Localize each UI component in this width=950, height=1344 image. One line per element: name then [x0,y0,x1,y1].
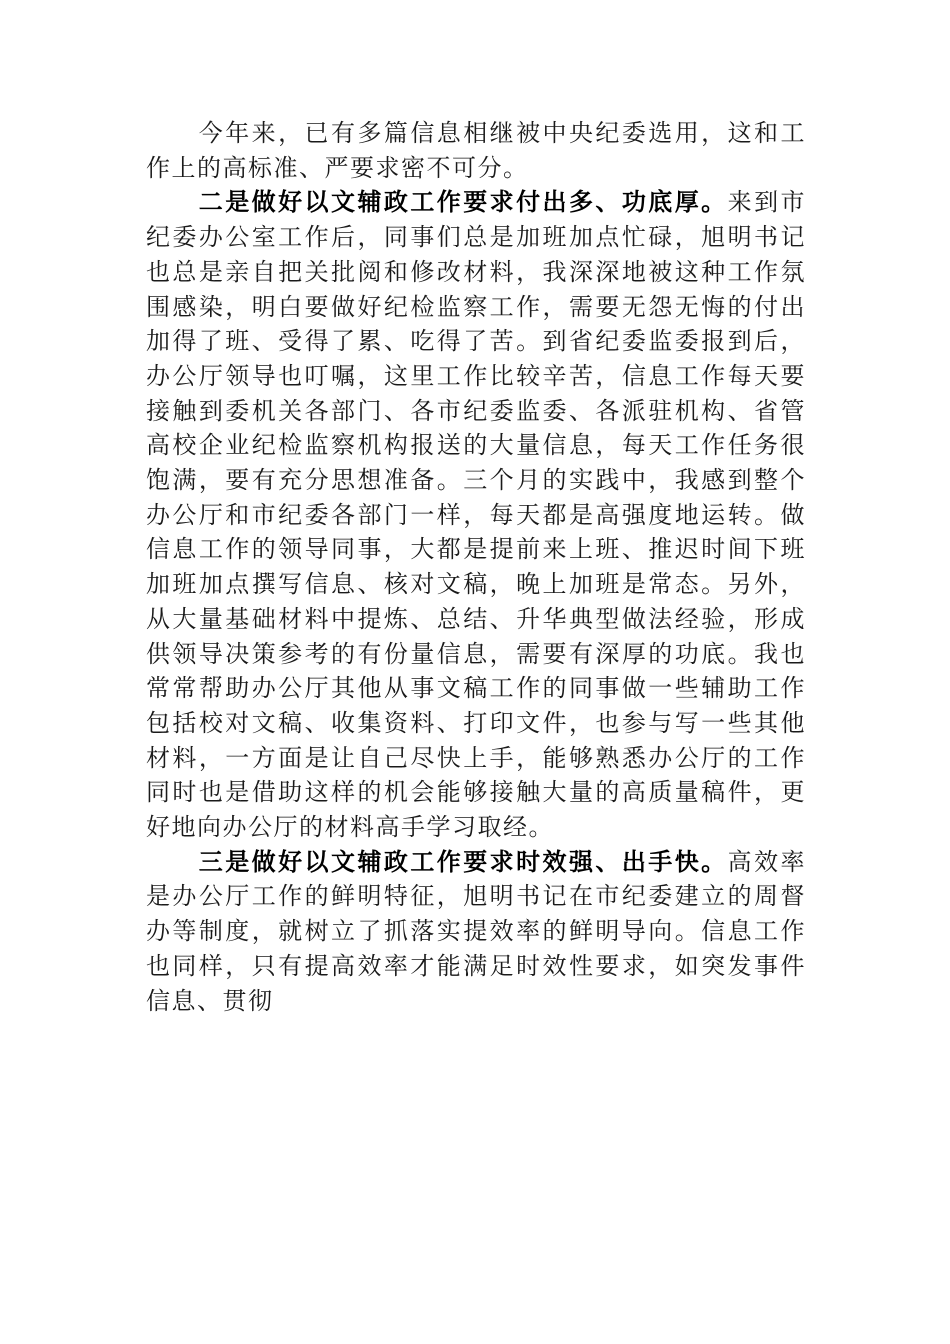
paragraph-1-text: 今年来，已有多篇信息相继被中央纪委选用，这和工作上的高标准、严要求密不可分。 [146,119,806,182]
paragraph-2-text: 来到市纪委办公室工作后，同事们总是加班加点忙碌，旭明书记也总是亲自把关批阅和修改材料，我深深地被这种工作氛围感染，明白要做好纪检监察工作，需要无怨无悔的付出加得了班、受得了累、吃得了苦。到省纪委监委报到后，办公厅领导也叮嘱，这里工作比较辛苦，信息工作每天要接触到委机关各部门、各市纪委监委、各派驻机构、省管高校企业纪检监察机构报送的大量信息，每天工作任务很饱满，要有充分思想准备。三个月的实践中，我感到整个办公厅和市纪委各部门一样，每天都是高强度地运转。做信息工作的领导同事，大都是提前来上班、推迟时间下班加班加点撰写信息、核对文稿，晚上加班是常态。另外，从大量基础材料中提炼、总结、升华典型做法经验，形成供领导决策参考的有份量信息，需要有深厚的功底。我也常常帮助办公厅其他从事文稿工作的同事做一些辅助工作包括校对文稿、收集资料、打印文件，也参与写一些其他材料，一方面是让自己尽快上手，能够熟悉办公厅的工作同时也是借助这样的机会能够接触大量的高质量稿件，更好地向办公厅的材料高手学习取经。 [146,188,807,842]
paragraph-1 [146,116,806,185]
paragraph-3-lead: 三是做好以文辅政工作要求时效强、出手快。 [198,846,728,876]
paragraph-3-text: 高效率是办公厅工作的鲜明特征，旭明书记在市纪委建立的周督办等制度，就树立了抓落实提效率的鲜明导向。信息工作也同样，只有提高效率才能满足时效性要求，如突发事件信息、贯彻 [146,847,807,1015]
paragraph-2 [146,185,806,844]
document-body [146,116,806,1018]
paragraph-3 [146,845,806,1019]
paragraph-2-lead: 二是做好以文辅政工作要求付出多、功底厚。 [198,187,728,217]
